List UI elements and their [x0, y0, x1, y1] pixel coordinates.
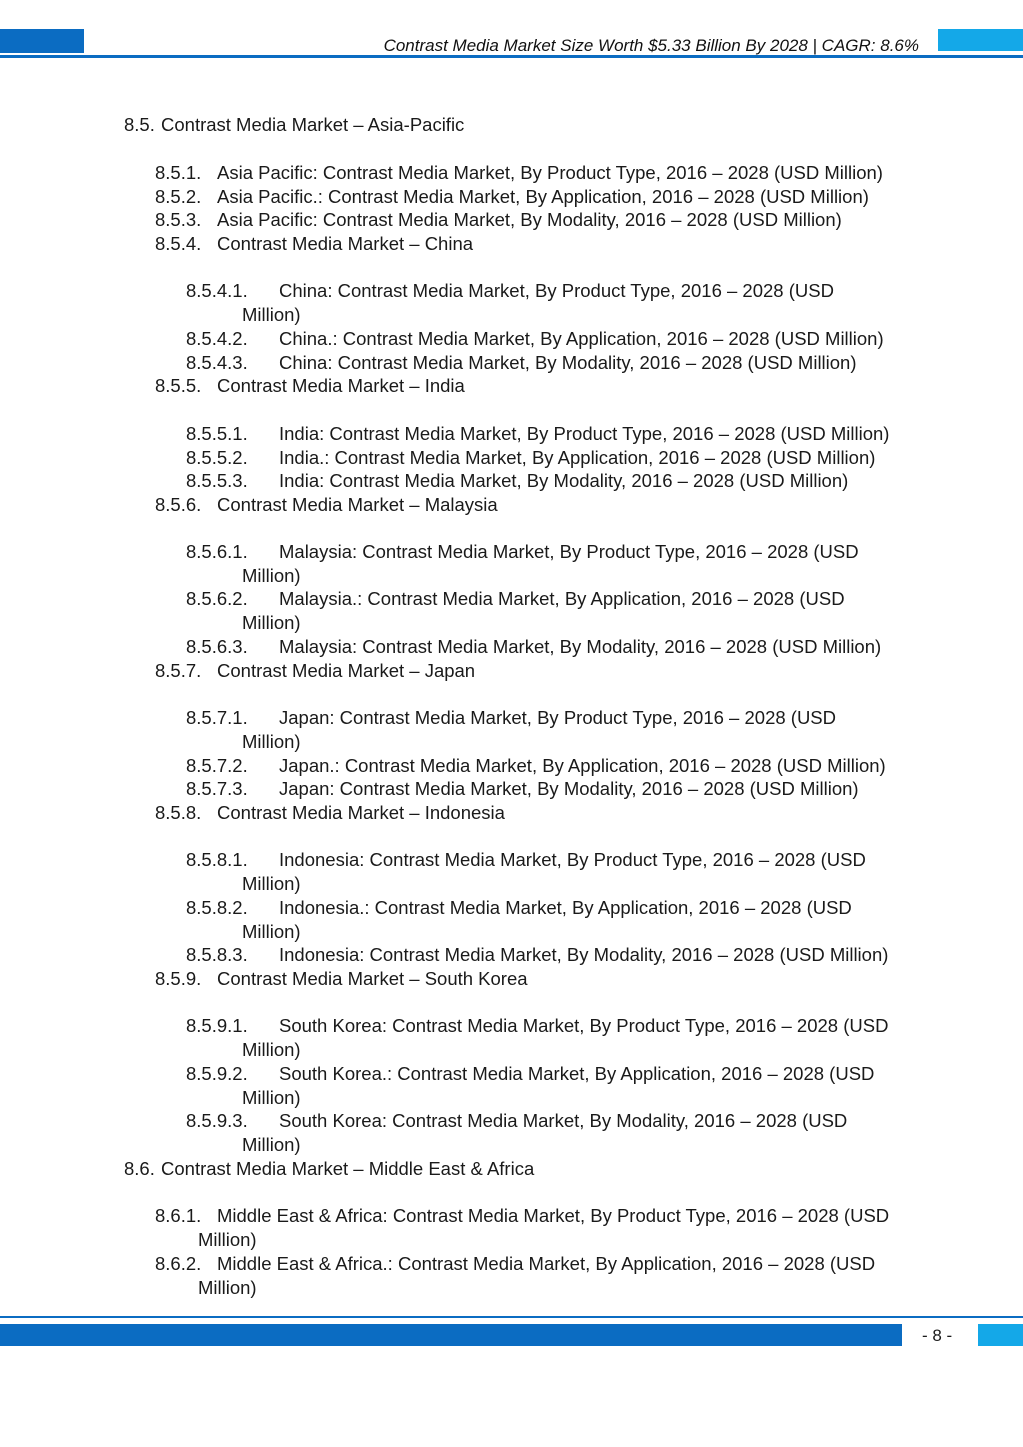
- footer-bar-left: [0, 1324, 902, 1346]
- toc-entry-number: 8.5.: [124, 114, 155, 135]
- toc-entry-continuation: Million): [242, 872, 301, 894]
- toc-entry: [186, 446, 875, 470]
- toc-entry-continuation: Million): [242, 303, 301, 325]
- toc-entry-number: 8.5.4.3.: [186, 352, 248, 373]
- toc-entry: [186, 754, 886, 778]
- toc-entry: [186, 422, 889, 446]
- toc-entry: [155, 967, 528, 991]
- toc-entry-number: 8.5.4.2.: [186, 328, 248, 349]
- toc-entry: [155, 232, 473, 256]
- toc-entry: [155, 493, 498, 517]
- toc-entry: [186, 706, 836, 753]
- toc-entry-number: 8.5.6.: [155, 494, 202, 515]
- toc-entry-number: 8.5.8.3.: [186, 944, 248, 965]
- toc-entry-continuation: Million): [198, 1228, 257, 1250]
- toc-entry-text: India.: Contrast Media Market, By Application, 2016 – 2028 (USD Million): [279, 447, 876, 468]
- toc-entry-number: 8.5.8.2.: [186, 897, 248, 918]
- toc-entry: [155, 1204, 889, 1251]
- toc-entry-text: Contrast Media Market – Japan: [217, 660, 476, 681]
- toc-entry-text: China: Contrast Media Market, By Product Type, 2016 – 2028 (USD: [279, 280, 834, 301]
- toc-entry-text: South Korea: Contrast Media Market, By Product Type, 2016 – 2028 (USD: [279, 1015, 889, 1036]
- toc-entry-text: India: Contrast Media Market, By Modality, 2016 – 2028 (USD Million): [279, 470, 849, 491]
- toc-entry-continuation: Million): [198, 1276, 257, 1298]
- toc-entry: [186, 635, 881, 659]
- toc-entry-number: 8.5.8.: [155, 802, 202, 823]
- toc-entry-text: Malaysia.: Contrast Media Market, By Application, 2016 – 2028 (USD: [279, 588, 845, 609]
- toc-entry: [186, 540, 859, 587]
- toc-entry-text: Contrast Media Market – India: [217, 375, 465, 396]
- header-accent-right: [938, 29, 1023, 51]
- toc-entry-text: Japan: Contrast Media Market, By Modality, 2016 – 2028 (USD Million): [279, 778, 859, 799]
- toc-entry-text: Contrast Media Market – China: [217, 233, 474, 254]
- toc-entry-number: 8.5.9.1.: [186, 1015, 248, 1036]
- toc-entry-number: 8.5.7.: [155, 660, 202, 681]
- toc-entry: [155, 161, 883, 185]
- toc-entry-text: Middle East & Africa: Contrast Media Market, By Product Type, 2016 – 2028 (USD: [217, 1205, 890, 1226]
- toc-entry-continuation: Million): [242, 1038, 301, 1060]
- footer-rule: [0, 1316, 1023, 1318]
- toc-entry-continuation: Million): [242, 611, 301, 633]
- toc-entry-text: Middle East & Africa.: Contrast Media Market, By Application, 2016 – 2028 (USD: [217, 1253, 876, 1274]
- toc-entry-number: 8.5.8.1.: [186, 849, 248, 870]
- toc-entry-number: 8.5.9.2.: [186, 1063, 248, 1084]
- toc-entry-text: Indonesia.: Contrast Media Market, By Application, 2016 – 2028 (USD: [279, 897, 852, 918]
- toc-entry: [186, 848, 866, 895]
- toc-entry-number: 8.5.9.: [155, 968, 202, 989]
- toc-entry-text: Malaysia: Contrast Media Market, By Product Type, 2016 – 2028 (USD: [279, 541, 859, 562]
- header-rule: [0, 55, 1023, 58]
- toc-entry: [186, 469, 848, 493]
- toc-entry: [124, 1157, 534, 1181]
- toc-entry: [186, 896, 852, 943]
- toc-entry-number: 8.5.4.: [155, 233, 202, 254]
- toc-entry-continuation: Million): [242, 920, 301, 942]
- toc-entry-text: Asia Pacific: Contrast Media Market, By Product Type, 2016 – 2028 (USD Million): [217, 162, 883, 183]
- toc-entry-number: 8.6.2.: [155, 1253, 202, 1274]
- toc-entry: [186, 327, 884, 351]
- toc-entry-number: 8.5.3.: [155, 209, 202, 230]
- toc-entry: [186, 351, 857, 375]
- toc-entry-text: Contrast Media Market – Indonesia: [217, 802, 505, 823]
- toc-entry-text: Indonesia: Contrast Media Market, By Modality, 2016 – 2028 (USD Million): [279, 944, 889, 965]
- toc-entry-continuation: Million): [242, 730, 301, 752]
- toc-entry-number: 8.5.4.1.: [186, 280, 248, 301]
- toc-entry-text: Indonesia: Contrast Media Market, By Product Type, 2016 – 2028 (USD: [279, 849, 866, 870]
- toc-entry-text: Asia Pacific.: Contrast Media Market, By Application, 2016 – 2028 (USD Million): [217, 186, 869, 207]
- toc-entry-number: 8.5.5.: [155, 375, 202, 396]
- toc-entry-number: 8.6.: [124, 1158, 155, 1179]
- toc-entry: [186, 1109, 847, 1156]
- toc-entry: [124, 113, 464, 137]
- toc-entry: [155, 374, 465, 398]
- toc-entry: [186, 943, 888, 967]
- toc-entry: [155, 801, 505, 825]
- toc-entry: [186, 279, 834, 326]
- toc-entry-text: Contrast Media Market – Asia-Pacific: [161, 114, 465, 135]
- toc-entry-number: 8.5.7.1.: [186, 707, 248, 728]
- toc-entry-number: 8.5.1.: [155, 162, 202, 183]
- toc-entry-number: 8.5.6.3.: [186, 636, 248, 657]
- toc-entry-number: 8.5.5.1.: [186, 423, 248, 444]
- toc-entry: [155, 659, 475, 683]
- toc-entry-number: 8.5.5.2.: [186, 447, 248, 468]
- toc-entry: [186, 587, 845, 634]
- toc-entry: [186, 1014, 888, 1061]
- running-header-title: Contrast Media Market Size Worth $5.33 Billion By 2028 | CAGR: 8.6%: [383, 36, 919, 55]
- toc-entry-number: 8.5.6.1.: [186, 541, 248, 562]
- page-number: - 8 -: [922, 1326, 953, 1345]
- toc-entry-number: 8.5.7.2.: [186, 755, 248, 776]
- toc-entry: [155, 185, 869, 209]
- toc-entry-text: Japan: Contrast Media Market, By Product Type, 2016 – 2028 (USD: [279, 707, 837, 728]
- toc-entry-text: Contrast Media Market – Malaysia: [217, 494, 498, 515]
- toc-entry-text: Contrast Media Market – Middle East & Africa: [161, 1158, 535, 1179]
- toc-entry-continuation: Million): [242, 1086, 301, 1108]
- toc-entry-text: China: Contrast Media Market, By Modality, 2016 – 2028 (USD Million): [279, 352, 857, 373]
- header-accent-left: [0, 29, 84, 53]
- toc-entry: [186, 1062, 874, 1109]
- toc-entry-number: 8.5.5.3.: [186, 470, 248, 491]
- toc-entry-text: Contrast Media Market – South Korea: [217, 968, 528, 989]
- toc-entry-number: 8.5.2.: [155, 186, 202, 207]
- toc-entry-text: China.: Contrast Media Market, By Application, 2016 – 2028 (USD Million): [279, 328, 884, 349]
- toc-entry-number: 8.6.1.: [155, 1205, 202, 1226]
- toc-entry-number: 8.5.6.2.: [186, 588, 248, 609]
- toc-entry-text: Japan.: Contrast Media Market, By Application, 2016 – 2028 (USD Million): [279, 755, 886, 776]
- toc-entry-text: South Korea.: Contrast Media Market, By Application, 2016 – 2028 (USD: [279, 1063, 875, 1084]
- toc-entry-text: India: Contrast Media Market, By Product Type, 2016 – 2028 (USD Million): [279, 423, 890, 444]
- toc-entry-text: South Korea: Contrast Media Market, By Modality, 2016 – 2028 (USD: [279, 1110, 848, 1131]
- toc-entry-number: 8.5.7.3.: [186, 778, 248, 799]
- toc-entry-number: 8.5.9.3.: [186, 1110, 248, 1131]
- toc-entry: [155, 208, 842, 232]
- toc-entry-text: Asia Pacific: Contrast Media Market, By Modality, 2016 – 2028 (USD Million): [217, 209, 842, 230]
- toc-entry-continuation: Million): [242, 1133, 301, 1155]
- toc-entry: [186, 777, 859, 801]
- toc-entry: [155, 1252, 875, 1299]
- toc-entry-text: Malaysia: Contrast Media Market, By Modality, 2016 – 2028 (USD Million): [279, 636, 882, 657]
- toc-entry-continuation: Million): [242, 564, 301, 586]
- footer-bar-right: [978, 1324, 1023, 1346]
